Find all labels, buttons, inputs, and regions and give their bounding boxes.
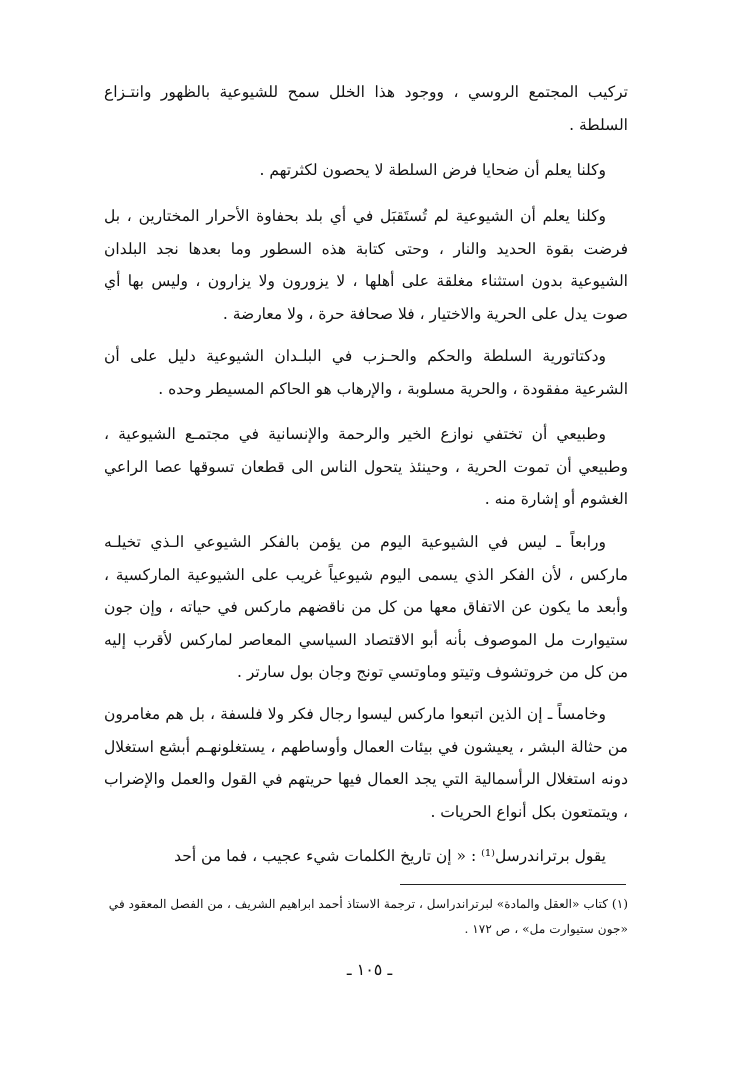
footnote-line-1: (١) كتاب «العقل والمادة» لبرتراندراسل ، ترجمة الاستاذ أحمد ابراهيم الشريف ، من الفصل المعقود في — [108, 897, 628, 911]
paragraph-7 — [104, 698, 628, 828]
paragraph-1-text: تركيب المجتمع الروسي ، ووجود هذا الخلل سمح للشيوعية بالظهور وانتـزاع السلطة . — [104, 83, 628, 134]
paragraph-7-text: وخامساً ـ إن الذين اتبعوا ماركس ليسوا رجال فكر ولا فلسفة ، بل هم مغامرون من حثالة البشر ، يعيشون في بيئات العمال وأوساطهم ، يستغلونهـم أبشع استغلال دونه استغلال الرأسمالية التي يجد العمال فيها حريتهم في القول والعمل والإضراب ، ويتمتعون بكل أنواع الحريات . — [104, 705, 628, 821]
paragraph-5 — [104, 418, 628, 516]
paragraph-8 — [104, 840, 628, 873]
paragraph-8-text: يقول برتراندرسل⁽¹⁾ : « إن تاريخ الكلمات شيء عجيب ، فما من أحد — [174, 847, 606, 865]
paragraph-3-text: وكلنا يعلم أن الشيوعية لم تُستَقبَل في أي بلد بحفاوة الأحرار المختارين ، بل فرضت بقوة الحديد والنار ، وحتى كتابة هذه السطور وما بعدها نجد البلدان الشيوعية بدون استثناء مغلقة على أهلها ، لا يزورون ولا يزارون ، وليس بها أي صوت يدل على الحرية والاختيار ، فلا صحافة حرة ، ولا معارضة . — [104, 207, 628, 323]
paragraph-2 — [104, 154, 628, 187]
paragraph-4-text: ودكتاتورية السلطة والحكم والحـزب في البلـدان الشيوعية دليل على أن الشرعية مفقودة ، والحرية مسلوبة ، والإرهاب هو الحاكم المسيطر وحده . — [104, 347, 628, 398]
paragraph-6-text: ورابعاً ـ ليس في الشيوعية اليوم من يؤمن بالفكر الشيوعي الـذي تخيلـه ماركس ، لأن الفكر الذي يسمى اليوم شيوعياً غريب على الشيوعية الماركسية ، وأبعد ما يكون عن الاتفاق معها من كل من ناقضهم ماركس في حياته ، وإن جون ستيوارت مل الموصوف بأنه أبو الاقتصاد السياسي المعاصر لماركس لأقرب إليه من كل من خروتشوف وتيتو وماوتسي تونج وجان بول سارتر . — [104, 533, 628, 681]
paragraph-1 — [104, 76, 628, 141]
paragraph-2-text: وكلنا يعلم أن ضحايا فرض السلطة لا يحصون لكثرتهم . — [259, 161, 606, 179]
footnote — [104, 892, 628, 942]
paragraph-6 — [104, 526, 628, 689]
paragraph-5-text: وطبيعي أن تختفي نوازع الخير والرحمة والإنسانية في مجتمـع الشيوعية ، وطبيعي أن تموت الحرية ، وحينئذ يتحول الناس الى قطعان تسوقها عصا الراعي الغشوم أو إشارة منه . — [104, 425, 628, 508]
paragraph-4 — [104, 340, 628, 405]
footnote-divider — [400, 884, 626, 885]
paragraph-3 — [104, 200, 628, 330]
page-number: ـ ١٠٥ ـ — [346, 960, 393, 979]
footnote-line-2: «جون ستيوارت مل» ، ص ١٧٢ . — [464, 922, 628, 936]
